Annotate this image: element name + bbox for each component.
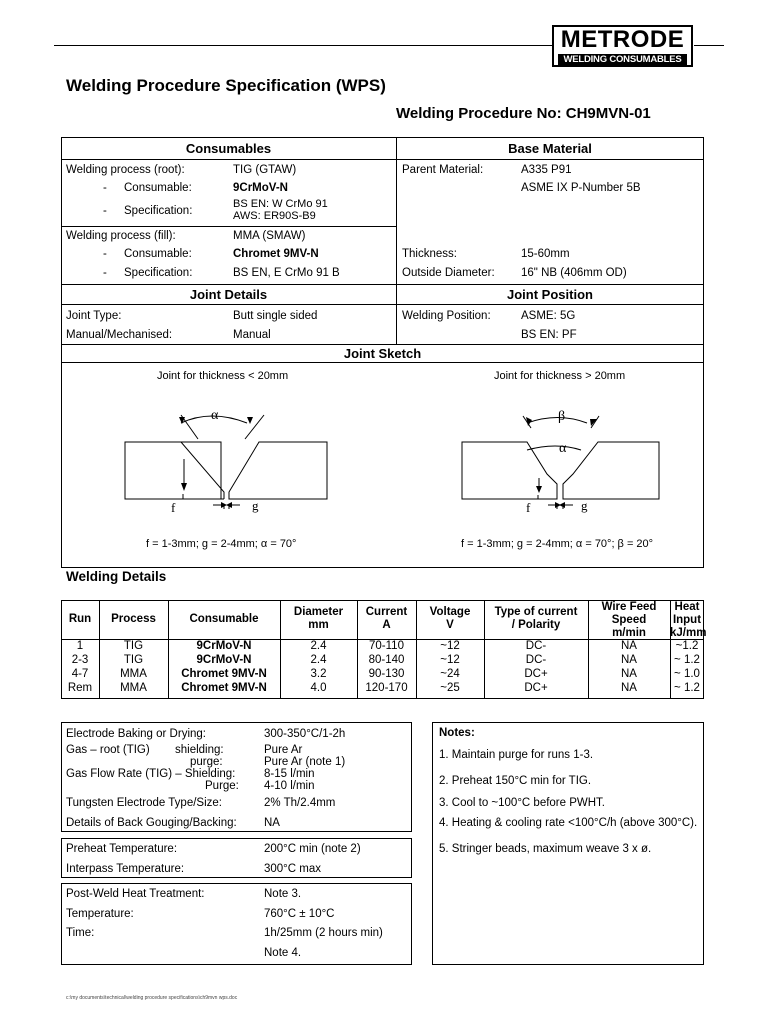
root-consumable-value: 9CrMoV-N	[233, 182, 288, 194]
baking-value: 300-350°C/1-2h	[264, 728, 346, 740]
pwht-temp-value: 760°C ± 10°C	[264, 908, 335, 920]
note-4: 4. Heating & cooling rate <100°C/h (above 300°C).	[439, 817, 698, 829]
root-consumable-dash: -	[103, 182, 107, 194]
g-label-left: g	[252, 498, 259, 513]
row-4-process: MMA	[120, 682, 147, 694]
spec-mid-divider-top	[396, 137, 397, 344]
manual-label: Manual/Mechanised:	[66, 329, 173, 341]
thickness-label: Thickness:	[402, 248, 457, 260]
row-2-polarity: DC-	[525, 654, 547, 666]
shielding-label: shielding:	[175, 744, 224, 756]
document-title: Welding Procedure Specification (WPS)	[66, 76, 386, 95]
fill-process-label: Welding process (fill):	[66, 230, 176, 242]
flow-purge-label: Purge:	[205, 780, 239, 792]
rule-fill-left	[61, 226, 396, 227]
row-3-process: MMA	[120, 668, 147, 680]
base-material-header: Base Material	[508, 141, 592, 156]
joint-position-header: Joint Position	[507, 287, 593, 302]
left-sketch-caption: Joint for thickness < 20mm	[157, 370, 289, 382]
col-heat: Heat	[674, 601, 700, 613]
row-2-heat: ~ 1.2	[674, 654, 700, 666]
f-label-left: f	[171, 500, 176, 515]
pwht-value: Note 3.	[264, 888, 302, 900]
g-label-right: g	[581, 498, 588, 513]
fill-consumable-label: Consumable:	[124, 248, 192, 260]
note-5: 5. Stringer beads, maximum weave 3 x ø.	[439, 843, 652, 855]
col-diameter-unit: mm	[308, 619, 329, 631]
gouging-value: NA	[264, 817, 280, 829]
root-spec-label: Specification:	[124, 205, 193, 217]
welding-position-bsen: BS EN: PF	[521, 329, 577, 341]
row-4-heat: ~ 1.2	[674, 682, 700, 694]
baking-label: Electrode Baking or Drying:	[66, 728, 206, 740]
joint-type-label: Joint Type:	[66, 310, 122, 322]
joint-details-header: Joint Details	[189, 287, 268, 302]
row-1-current: 70-110	[369, 640, 404, 652]
row-2-wire: NA	[621, 654, 637, 666]
joint-sketch-header: Joint Sketch	[343, 346, 422, 361]
row-1-run: 1	[76, 640, 84, 652]
parent-material-value: A335 P91	[521, 164, 572, 176]
row-4-diameter: 4.0	[310, 682, 327, 694]
interpass-value: 300°C max	[264, 863, 322, 875]
row-3-consumable: Chromet 9MV-N	[181, 668, 267, 680]
alpha-label-right: α	[559, 441, 567, 456]
right-sketch-formula: f = 1-3mm; g = 2-4mm; α = 70°; β = 20°	[461, 538, 654, 550]
f-label-right: f	[526, 500, 531, 515]
right-sketch-caption: Joint for thickness > 20mm	[494, 370, 626, 382]
root-spec-value-2: AWS: ER90S-B9	[233, 210, 316, 222]
note-3: 3. Cool to ~100°C before PWHT.	[439, 797, 605, 809]
fill-consumable-dash: -	[103, 248, 107, 260]
gas-root-label: Gas – root (TIG)	[66, 744, 150, 756]
row-1-heat: ~1.2	[675, 640, 699, 652]
notes-header: Notes:	[439, 727, 475, 739]
col-voltage: Voltage	[429, 606, 471, 618]
pwht-time-label: Time:	[66, 927, 95, 939]
parent-material-label: Parent Material:	[402, 164, 484, 176]
root-consumable-label: Consumable:	[124, 182, 192, 194]
metrode-logo	[552, 25, 693, 67]
col-current-unit: A	[382, 619, 391, 631]
fill-consumable-value: Chromet 9MV-N	[233, 248, 319, 260]
col-wire-feed-2: Speed	[611, 614, 647, 626]
row-2-run: 2-3	[71, 654, 89, 666]
row-1-process: TIG	[123, 640, 144, 652]
pwht-time-value: 1h/25mm (2 hours min)	[264, 927, 383, 939]
note-2: 2. Preheat 150°C min for TIG.	[439, 775, 592, 787]
root-spec-dash: -	[103, 205, 107, 217]
rule-joint-head	[61, 304, 704, 305]
procedure-number: Welding Procedure No: CH9MVN-01	[396, 105, 651, 122]
col-voltage-unit: V	[446, 619, 454, 631]
outside-diameter-label: Outside Diameter:	[402, 267, 495, 279]
fill-spec-label: Specification:	[124, 267, 193, 279]
welding-details-header: Welding Details	[66, 569, 167, 584]
purge-value: Pure Ar (note 1)	[264, 756, 346, 768]
rule-sketch-top	[61, 344, 704, 345]
tungsten-value: 2% Th/2.4mm	[264, 797, 336, 809]
row-2-diameter: 2.4	[310, 654, 327, 666]
col-run: Run	[68, 613, 92, 625]
preheat-value: 200°C min (note 2)	[264, 843, 361, 855]
row-2-consumable: 9CrMoV-N	[196, 654, 252, 666]
preheat-label: Preheat Temperature:	[66, 843, 178, 855]
shielding-value: Pure Ar	[264, 744, 303, 756]
fill-process-value: MMA (SMAW)	[233, 230, 306, 242]
fill-spec-dash: -	[103, 267, 107, 279]
col-current: Current	[365, 606, 408, 618]
row-4-voltage: ~25	[440, 682, 460, 694]
row-2-voltage: ~12	[440, 654, 460, 666]
flow-rate-label: Gas Flow Rate (TIG) – Shielding:	[66, 768, 236, 780]
row-2-process: TIG	[123, 654, 144, 666]
col-wire-feed: Wire Feed	[601, 601, 657, 613]
row-4-current: 120-170	[365, 682, 408, 694]
row-1-polarity: DC-	[525, 640, 547, 652]
row-2-current: 80-140	[368, 654, 405, 666]
top-rule-right	[694, 45, 724, 46]
row-1-consumable: 9CrMoV-N	[196, 640, 252, 652]
col-wire-feed-unit: m/min	[612, 627, 646, 639]
beta-label: β	[558, 409, 566, 424]
left-sketch-formula: f = 1-3mm; g = 2-4mm; α = 70°	[146, 538, 297, 550]
pwht-label: Post-Weld Heat Treatment:	[66, 888, 205, 900]
fill-spec-value: BS EN, E CrMo 91 B	[233, 267, 340, 279]
root-process-value: TIG (GTAW)	[233, 164, 297, 176]
row-1-voltage: ~12	[440, 640, 460, 652]
manual-value: Manual	[233, 329, 271, 341]
file-path-footer: c:\my documents\technical\welding procedure specifications\ch9mvn wps.doc	[66, 995, 238, 1001]
row-3-heat: ~ 1.0	[674, 668, 700, 680]
row-4-consumable: Chromet 9MV-N	[181, 682, 267, 694]
row-3-polarity: DC+	[524, 668, 548, 680]
rule-consumables	[61, 159, 704, 160]
col-heat-unit: kJ/mm	[670, 627, 707, 639]
logo-brand: METRODE	[560, 26, 685, 53]
alpha-label-left: α	[211, 408, 219, 423]
row-1-diameter: 2.4	[310, 640, 327, 652]
root-spec-value-1: BS EN: W CrMo 91	[233, 198, 328, 210]
row-1-wire: NA	[621, 640, 637, 652]
row-3-current: 90-130	[368, 668, 405, 680]
row-4-wire: NA	[621, 682, 637, 694]
thickness-value: 15-60mm	[521, 248, 570, 260]
note-1: 1. Maintain purge for runs 1-3.	[439, 749, 594, 761]
consumables-header: Consumables	[185, 141, 272, 156]
pwht-temp-label: Temperature:	[66, 908, 134, 920]
welding-position-asme: ASME: 5G	[521, 310, 576, 322]
logo-subtitle: WELDING CONSUMABLES	[558, 54, 687, 65]
top-rule	[54, 45, 554, 46]
row-4-run: Rem	[67, 682, 93, 694]
flow-purge-value: 4-10 l/min	[264, 780, 315, 792]
col-polarity: Type of current	[494, 606, 578, 618]
purge-label: purge:	[190, 756, 223, 768]
row-3-voltage: ~24	[440, 668, 460, 680]
row-3-run: 4-7	[71, 668, 89, 680]
outside-diameter-value: 16" NB (406mm OD)	[521, 267, 627, 279]
col-diameter: Diameter	[293, 606, 344, 618]
interpass-label: Interpass Temperature:	[66, 863, 185, 875]
col-process: Process	[111, 613, 156, 625]
row-3-diameter: 3.2	[310, 668, 327, 680]
col-heat-2: Input	[672, 614, 702, 626]
col-polarity-2: / Polarity	[511, 619, 561, 631]
rule-joint-top	[61, 284, 704, 285]
root-process-label: Welding process (root):	[66, 164, 185, 176]
pwht-note4: Note 4.	[264, 947, 302, 959]
row-3-wire: NA	[621, 668, 637, 680]
col-consumable: Consumable	[189, 613, 259, 625]
gouging-label: Details of Back Gouging/Backing:	[66, 817, 237, 829]
parent-material-pnumber: ASME IX P-Number 5B	[521, 182, 641, 194]
row-4-polarity: DC+	[524, 682, 548, 694]
flow-rate-value: 8-15 l/min	[264, 768, 315, 780]
tungsten-label: Tungsten Electrode Type/Size:	[66, 797, 222, 809]
welding-position-label: Welding Position:	[402, 310, 491, 322]
joint-type-value: Butt single sided	[233, 310, 318, 322]
